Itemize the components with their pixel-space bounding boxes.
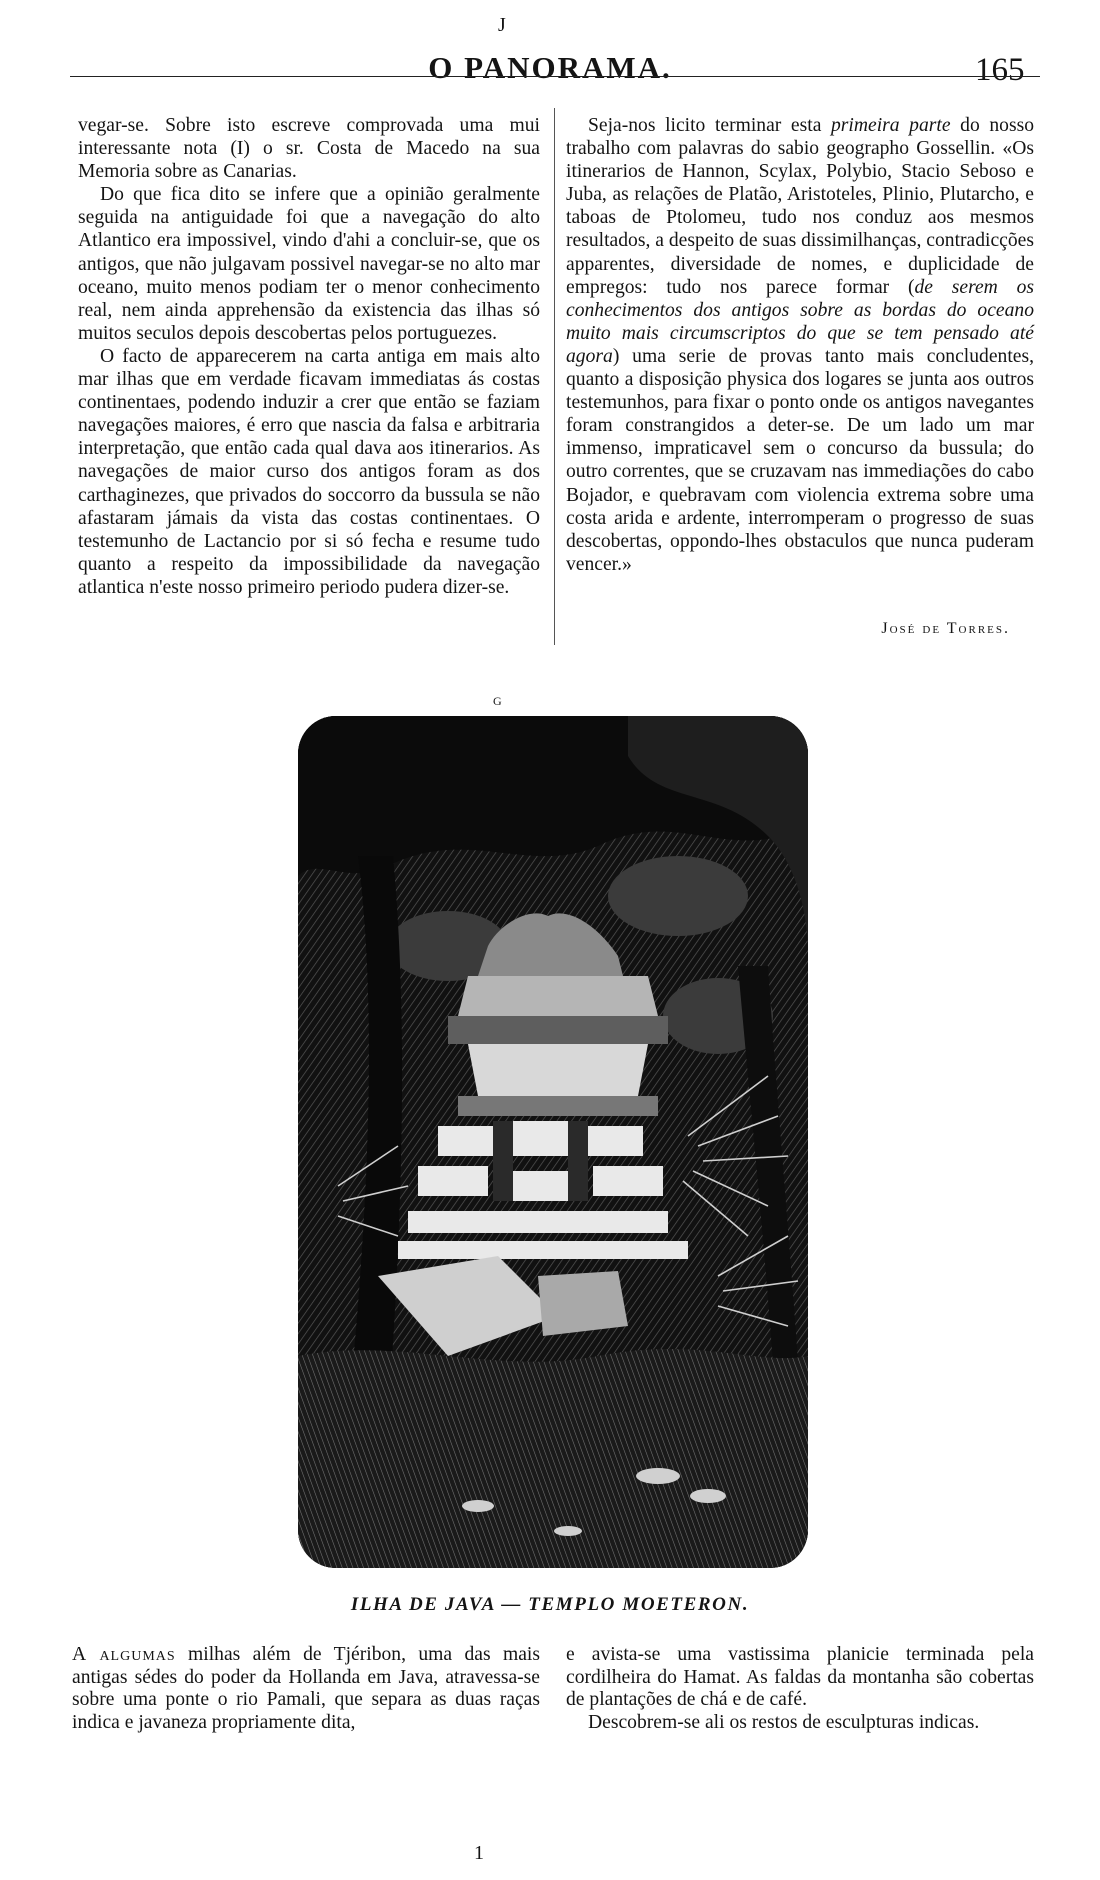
paragraph: vegar-se. Sobre isto escreve comprovada uma mui interessante nota (I) o sr. Costa de Macedo na sua Memoria sobre as Canarias. [78, 115, 540, 183]
header-rule [70, 76, 1040, 77]
paragraph: O facto de apparecerem na carta antiga em mais alto mar ilhas que em verdade ficavam immediatas ás costas continentaes, podendo induzir a crer que então se faziam navegações maiores, é erro que nascia da falsa e arbitraria interpretação, que então cada qual dava aos itinerarios. As navegações de maior curso dos antigos foram as dos carthaginezes, que privados do soccorro da bussula se não afastaram jámais da vista das costas continentaes. O testemunho de Lactancio por si só fecha e resume tudo quanto a respeito da impossibilidade da navegação atlantica n'este nosso primeiro periodo pudera dizer-se. [78, 345, 540, 598]
plate-mark: G [493, 694, 502, 708]
illustration-caption: ILHA DE JAVA — TEMPLO MOETERON. [350, 1594, 750, 1615]
column-divider [554, 108, 555, 645]
page-number: 165 [975, 52, 1025, 88]
paragraph: e avista-se uma vastissima planicie terminada pela cordilheira do Hamat. As faldas da montanha são cobertas de plantações de chá e de café. [566, 1644, 1034, 1711]
engraving-temple-java [298, 716, 808, 1568]
text-run: ) uma serie de provas tanto mais concludentes, quanto a disposição physica dos logares se junta aos outros testemunhos, para fixar o ponto onde os antigos navegantes foram constrangidos a deter-se. De um lado um mar immenso, impraticavel sem o concurso da bussula; do outro correntes, que se cruzavam nas immediações do cabo Bojador, e quebravam com violencia extrema sobre uma costa arida e ardente, interromperam o progresso de suas descobertas, oppondo-lhes obstaculos que nunca puderam vencer.» [566, 345, 1034, 575]
paragraph: Descobrem-se ali os restos de esculpturas indicas. [588, 1711, 980, 1733]
lower-right-column [566, 1644, 1034, 1734]
running-title: O PANORAMA. [428, 50, 672, 85]
italic-run: de serem os conhecimentos dos antigos sobre as bordas do oceano muito mais circumscriptos do que se tem pensado até agora [566, 276, 1035, 367]
text-run: Seja-nos licito terminar esta [588, 115, 831, 136]
top-ink-mark: J [498, 14, 506, 36]
paragraph [72, 1644, 540, 1734]
text-run: do nosso trabalho com palavras do sabio geographo Gossellin. «Os itinerarios de Hannon, Scylax, Polybio, Stacio Seboso e Juba, as relações de Platão, Aristoteles, Plinio, Plutarcho, e taboas de Ptolomeu, tudo nos conduz aos mesmos resultados, a despeito de suas dissimilhanças, contradicções apparentes, diversidade de nomes, e duplicidade de empregos: tudo nos parece formar ( [566, 115, 1034, 298]
author-signature: José de Torres. [881, 620, 1010, 637]
text-run: milhas além de Tjéribon, uma das mais antigas sédes do poder da Hollanda em Java, atravessa-se sobre uma ponte o rio Pamali, que separa as duas raças indica e javaneza propriamente dita, [72, 1644, 540, 1733]
upper-right-column [566, 114, 1034, 576]
upper-left-column [78, 114, 540, 599]
paragraph: Do que fica dito se infere que a opinião geralmente seguida na antiguidade foi que a navegação do alto Atlantico era impossivel, vindo d'ahi a concluir-se, que os antigos, que não julgavam possivel navegar-se no alto mar oceano, muito menos podiam ter o menor conhecimento real, nem ainda apprehensão da existencia das ilhas só muitos seculos depois descobertas pelos portuguezes. [78, 184, 540, 344]
paragraph [566, 114, 1034, 576]
engraving-artwork [298, 716, 808, 1568]
lead-words: A algumas [72, 1644, 176, 1665]
italic-run: primeira parte [831, 115, 951, 136]
lower-left-column [72, 1644, 540, 1734]
bottom-ink-mark: 1 [474, 1842, 484, 1864]
